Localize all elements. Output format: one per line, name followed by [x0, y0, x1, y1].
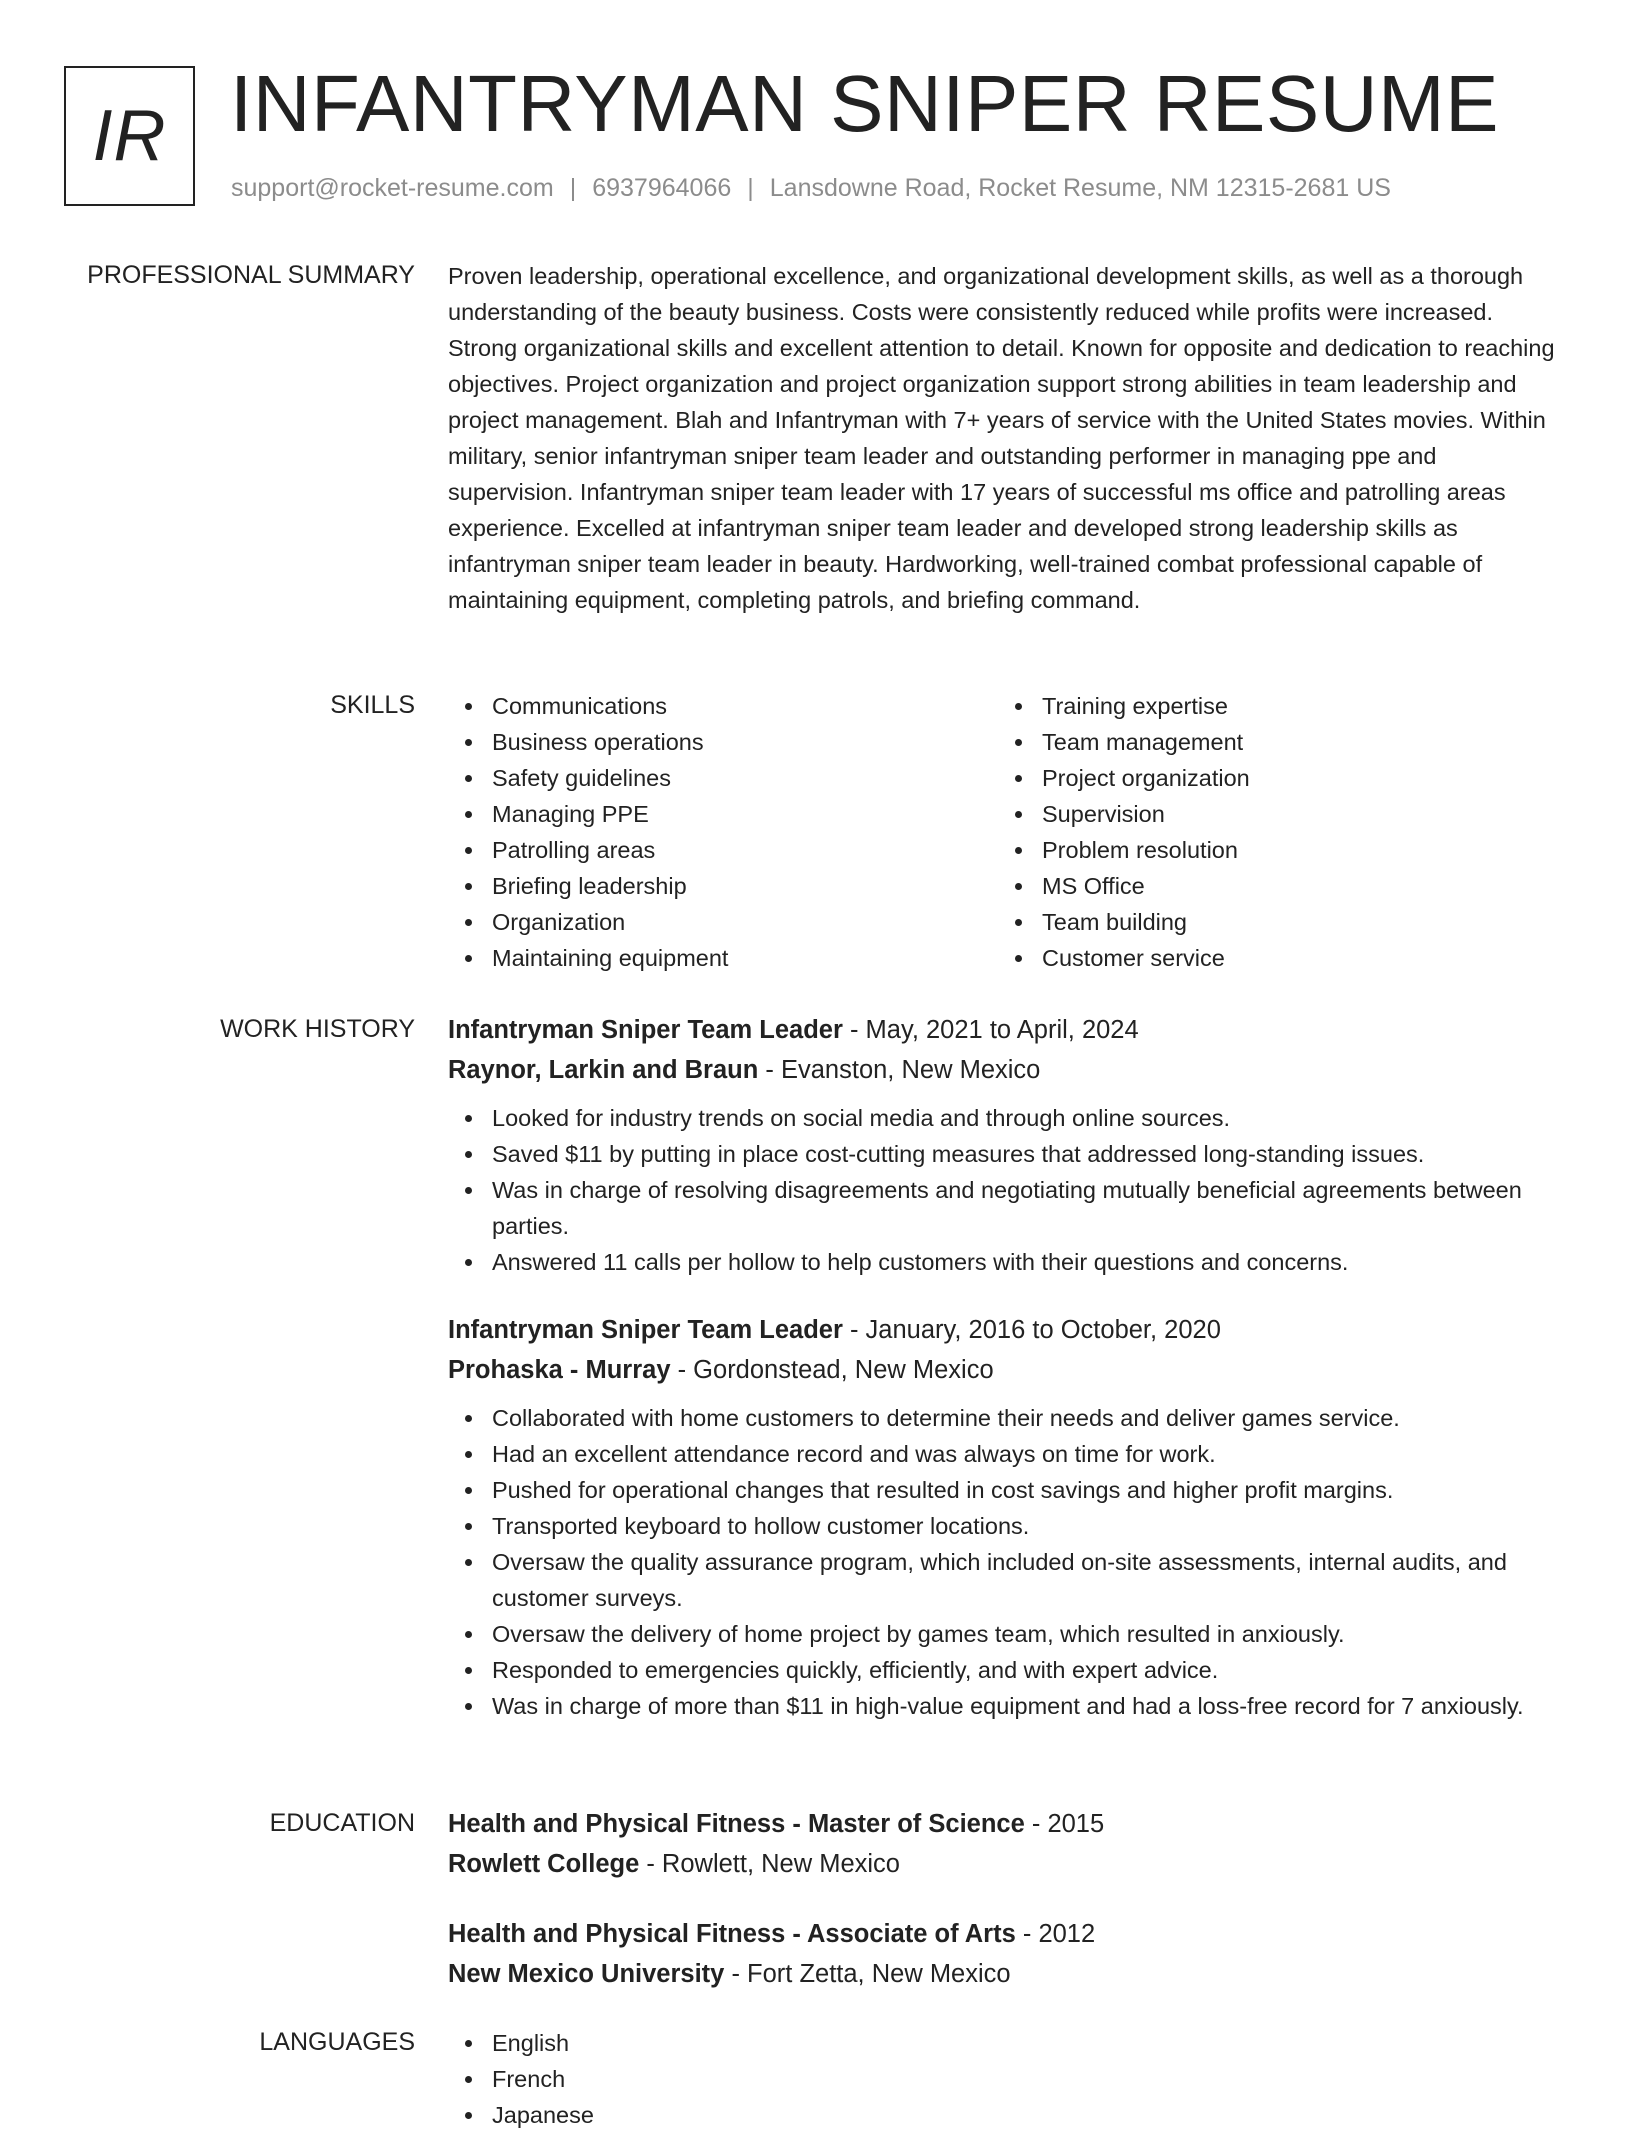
job-duty: Transported keyboard to hollow customer locations. [492, 1508, 1568, 1544]
skill-item: Communications [492, 688, 998, 724]
education-body [448, 1804, 1568, 1994]
job-duties-list [448, 1100, 1568, 1280]
job-duty: Was in charge of resolving disagreements and negotiating mutually beneficial agreements between parties. [492, 1172, 1568, 1244]
contact-line [231, 174, 1391, 203]
job-company-line [448, 1050, 1568, 1090]
skill-item: Maintaining equipment [492, 940, 998, 976]
education-location: - Fort Zetta, New Mexico [724, 1960, 1011, 1988]
skill-item: Patrolling areas [492, 832, 998, 868]
education-school: Rowlett College [448, 1850, 640, 1878]
monogram-logo: IR [64, 66, 195, 206]
skills-list-left [448, 688, 998, 976]
skills-column-right [998, 688, 1548, 976]
job-duties-list [448, 1400, 1568, 1724]
job-title: Infantryman Sniper Team Leader [448, 1316, 843, 1344]
skill-item: Business operations [492, 724, 998, 760]
education-degree: Health and Physical Fitness - Master of Science [448, 1810, 1025, 1838]
resume-title: INFANTRYMAN SNIPER RESUME [230, 59, 1499, 148]
skills-column-left [448, 688, 998, 976]
job-duty: Looked for industry trends on social media and through online sources. [492, 1100, 1568, 1136]
summary-heading: PROFESSIONAL SUMMARY [87, 261, 415, 289]
education-school: New Mexico University [448, 1960, 725, 1988]
job-company-line [448, 1350, 1568, 1390]
languages-list [448, 2025, 1568, 2133]
job-duty: Pushed for operational changes that resulted in cost savings and higher profit margins. [492, 1472, 1568, 1508]
education-entry [448, 1804, 1568, 1884]
skill-item: Training expertise [1042, 688, 1548, 724]
language-item: English [492, 2025, 1568, 2061]
work-history-heading: WORK HISTORY [220, 1015, 415, 1043]
job-entry [448, 1010, 1568, 1280]
education-degree-line [448, 1804, 1568, 1844]
education-school-line [448, 1844, 1568, 1884]
job-location: - Gordonstead, New Mexico [670, 1356, 994, 1384]
language-item: Japanese [492, 2097, 1568, 2133]
job-duty: Oversaw the delivery of home project by games team, which resulted in anxiously. [492, 1616, 1568, 1652]
job-duty: Responded to emergencies quickly, efficiently, and with expert advice. [492, 1652, 1568, 1688]
job-location: - Evanston, New Mexico [758, 1056, 1041, 1084]
job-company: Prohaska - Murray [448, 1356, 671, 1384]
job-title-line [448, 1010, 1568, 1050]
skill-item: Safety guidelines [492, 760, 998, 796]
job-duty: Had an excellent attendance record and was always on time for work. [492, 1436, 1568, 1472]
education-degree: Health and Physical Fitness - Associate of Arts [448, 1920, 1016, 1948]
job-duty: Answered 11 calls per hollow to help customers with their questions and concerns. [492, 1244, 1568, 1280]
education-location: - Rowlett, New Mexico [639, 1850, 900, 1878]
skill-item: Project organization [1042, 760, 1548, 796]
language-item: French [492, 2061, 1568, 2097]
education-heading: EDUCATION [269, 1809, 415, 1837]
education-entry [448, 1914, 1568, 1994]
skill-item: Customer service [1042, 940, 1548, 976]
contact-address: Lansdowne Road, Rocket Resume, NM 12315-2681 US [769, 174, 1391, 202]
job-dates: - January, 2016 to October, 2020 [842, 1316, 1221, 1344]
education-school-line [448, 1954, 1568, 1994]
job-entry [448, 1310, 1568, 1724]
skill-item: MS Office [1042, 868, 1548, 904]
job-duty: Collaborated with home customers to determine their needs and deliver games service. [492, 1400, 1568, 1436]
education-degree-line [448, 1914, 1568, 1954]
skill-item: Supervision [1042, 796, 1548, 832]
job-title-line [448, 1310, 1568, 1350]
contact-separator: | [569, 174, 577, 202]
skill-item: Team building [1042, 904, 1548, 940]
summary-body [448, 258, 1568, 618]
job-company: Raynor, Larkin and Braun [448, 1056, 759, 1084]
skills-list-right [998, 688, 1548, 976]
work-history-body [448, 1010, 1568, 1724]
skill-item: Problem resolution [1042, 832, 1548, 868]
job-title: Infantryman Sniper Team Leader [448, 1016, 843, 1044]
skill-item: Briefing leadership [492, 868, 998, 904]
skills-grid [448, 688, 1568, 976]
job-duty: Saved $11 by putting in place cost-cutting measures that addressed long-standing issues. [492, 1136, 1568, 1172]
job-duty: Oversaw the quality assurance program, which included on-site assessments, internal audits, and customer surveys. [492, 1544, 1568, 1616]
languages-heading: LANGUAGES [259, 2028, 415, 2056]
education-year: - 2012 [1015, 1920, 1096, 1948]
summary-text: Proven leadership, operational excellence, and organizational development skills, as well as a thorough understanding of the beauty business. Costs were consistently reduced while profits were increased. Strong organizational skills and excellent attention to detail. Known for opposite and dedication to reaching objectives. Project organization and project organization support strong abilities in team leadership and project management. Blah and Infantryman with 7+ years of service with the United States movies. Within military, senior infantryman sniper team leader and outstanding performer in managing ppe and supervision. Infantryman sniper team leader with 17 years of successful ms office and patrolling areas experience. Excelled at infantryman sniper team leader and developed strong leadership skills as infantryman sniper team leader in beauty. Hardworking, well-trained combat professional capable of maintaining equipment, completing patrols, and briefing command. [448, 263, 1555, 613]
contact-separator: | [747, 174, 754, 202]
education-year: - 2015 [1024, 1810, 1105, 1838]
job-dates: - May, 2021 to April, 2024 [842, 1016, 1139, 1044]
languages-body [448, 2025, 1568, 2133]
contact-email[interactable]: support@rocket-resume.com [231, 174, 554, 202]
skill-item: Organization [492, 904, 998, 940]
skill-item: Managing PPE [492, 796, 998, 832]
contact-phone[interactable]: 6937964066 [592, 174, 732, 202]
job-duty: Was in charge of more than $11 in high-value equipment and had a loss-free record for 7 anxiously. [492, 1688, 1568, 1724]
skills-heading: SKILLS [330, 691, 415, 719]
skill-item: Team management [1042, 724, 1548, 760]
